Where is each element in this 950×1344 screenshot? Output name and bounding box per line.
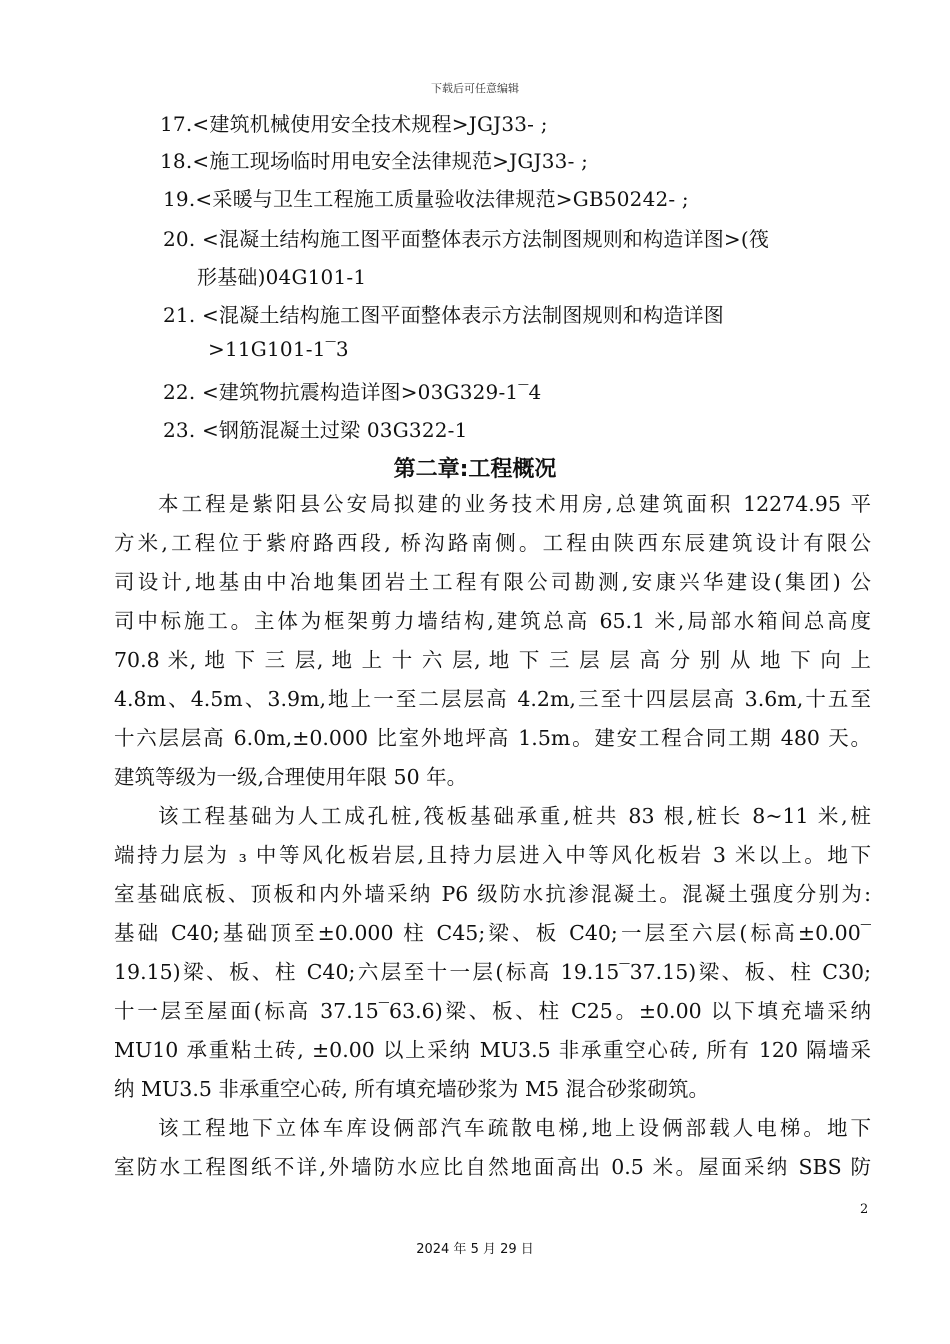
paragraph-3-line: 该工程地下立体车库设俩部汽车疏散电梯,地上设俩部载人电梯。地下 <box>158 1116 871 1140</box>
paragraph-1-line: 本工程是紫阳县公安局拟建的业务技术用房,总建筑面积 12274.95 平 <box>158 492 871 516</box>
reference-item-20: 20. <混凝土结构施工图平面整体表示方法制图规则和构造详图>(筏 <box>163 227 770 251</box>
paragraph-1-line: 建筑等级为一级,合理使用年限 50 年。 <box>114 765 468 789</box>
paragraph-1-line: 司设计,地基由中冶地集团岩土工程有限公司勘测,安康兴华建设(集团) 公 <box>114 570 871 594</box>
paragraph-2-line: 19.15)梁、板、柱 C40;六层至十一层(标高 19.15‾37.15)梁、板、柱 C30; <box>114 960 871 984</box>
paragraph-2-line: 端持力层为 ₃ 中等风化板岩层,且持力层进入中等风化板岩 3 米以上。地下 <box>114 843 871 867</box>
paragraph-2-line: 基础 C40;基础顶至±0.000 柱 C45;梁、板 C40;一层至六层(标高±0.00‾ <box>114 921 871 945</box>
paragraph-2-line: 纳 MU3.5 非承重空心砖, 所有填充墙砂浆为 M5 混合砂浆砌筑。 <box>114 1077 709 1101</box>
reference-item-19: 19.<采暖与卫生工程施工质量验收法律规范>GB50242- ; <box>163 187 689 211</box>
reference-item-21: 21. <混凝土结构施工图平面整体表示方法制图规则和构造详图 <box>163 303 724 327</box>
paragraph-2-line: 十一层至屋面(标高 37.15‾63.6)梁、板、柱 C25。±0.00 以下填充墙采纳 <box>114 999 871 1023</box>
paragraph-1-line: 70.8 米, 地 下 三 层, 地 上 十 六 层, 地 下 三 层 层 高 分 别 从 地 下 向 上 <box>114 648 871 672</box>
reference-item-18: 18.<施工现场临时用电安全法律规范>JGJ33- ; <box>160 149 589 173</box>
paragraph-1-line: 方米,工程位于紫府路西段, 桥沟路南侧。工程由陕西东辰建筑设计有限公 <box>114 531 871 555</box>
reference-item-21-continued: >11G101-1‾3 <box>208 337 349 361</box>
chapter-title: 第二章:工程概况 <box>393 457 557 482</box>
paragraph-1-line: 4.8m、4.5m、3.9m,地上一至二层层高 4.2m,三至十四层层高 3.6m,十五至 <box>114 687 871 711</box>
paragraph-2-line: MU10 承重粘土砖, ±0.00 以上采纳 MU3.5 非承重空心砖, 所有 120 隔墙采 <box>114 1038 871 1062</box>
reference-item-20-continued: 形基础)04G101-1 <box>197 265 367 289</box>
page-number: 2 <box>860 1202 869 1217</box>
footer-date: 2024 年 5 月 29 日 <box>416 1242 534 1257</box>
paragraph-1-line: 司中标施工。主体为框架剪力墙结构,建筑总高 65.1 米,局部水箱间总高度 <box>114 609 871 633</box>
reference-item-17: 17.<建筑机械使用安全技术规程>JGJ33- ; <box>160 112 548 136</box>
reference-item-22: 22. <建筑物抗震构造详图>03G329-1‾4 <box>163 380 542 404</box>
reference-item-23: 23. <钢筋混凝土过梁 03G322-1 <box>163 418 468 442</box>
paragraph-2-line: 室基础底板、顶板和内外墙采纳 P6 级防水抗渗混凝土。混凝土强度分别为: <box>114 882 871 906</box>
paragraph-3-line: 室防水工程图纸不详,外墙防水应比自然地面高出 0.5 米。屋面采纳 SBS 防 <box>114 1155 871 1179</box>
paragraph-1-line: 十六层层高 6.0m,±0.000 比室外地坪高 1.5m。建安工程合同工期 480 天。 <box>114 726 871 750</box>
paragraph-2-line: 该工程基础为人工成孔桩,筏板基础承重,桩共 83 根,桩长 8~11 米,桩 <box>158 804 871 828</box>
header-note: 下载后可任意编辑 <box>431 82 519 95</box>
